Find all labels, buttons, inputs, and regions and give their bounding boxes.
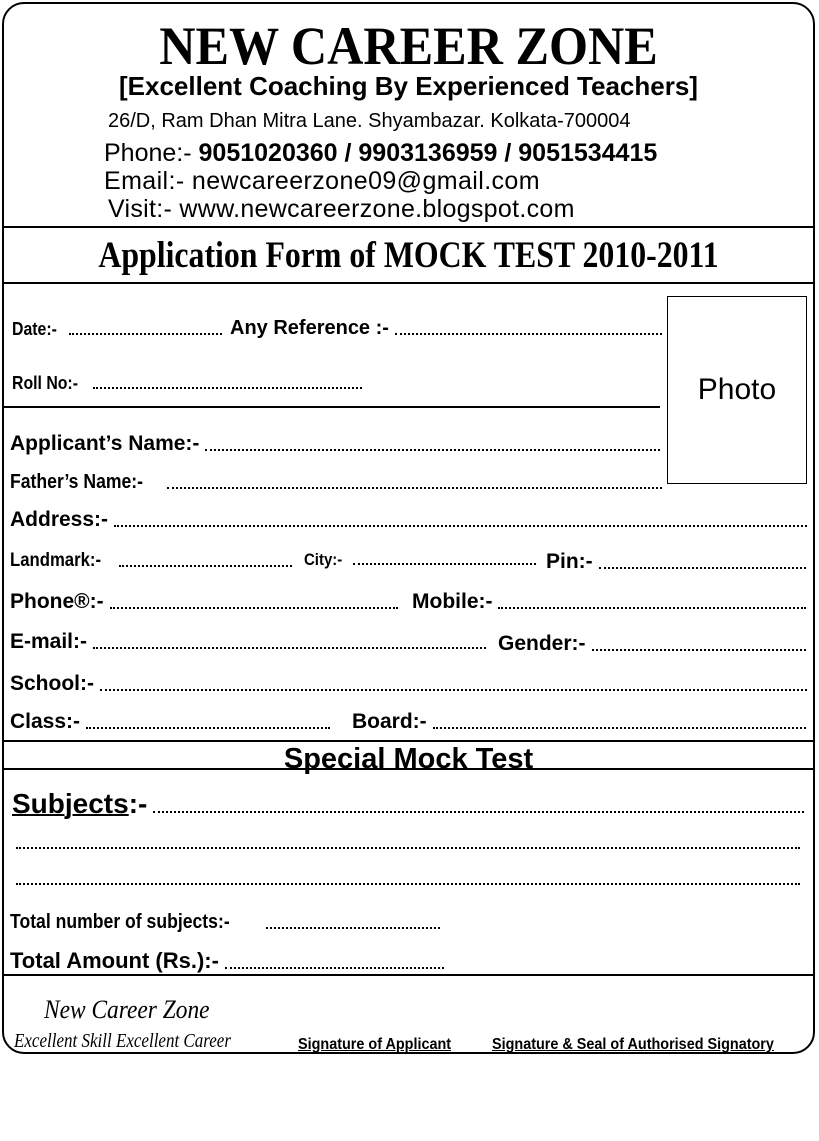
phone-r-field[interactable] xyxy=(10,586,398,614)
city-label: City:- xyxy=(304,550,343,569)
gender-input-line[interactable] xyxy=(592,649,806,651)
reference-label: Any Reference :- xyxy=(230,317,389,339)
total-amount-field[interactable] xyxy=(10,944,444,974)
subjects-label: Subjects:- xyxy=(12,788,148,819)
phone-numbers: 9051020360 / 9903136959 / 9051534415 xyxy=(198,139,658,167)
gender-field[interactable] xyxy=(498,628,806,656)
pin-field[interactable] xyxy=(546,546,806,574)
divider xyxy=(4,282,813,284)
org-email: Email:- newcareerzone09@gmail.com xyxy=(104,167,540,195)
date-field[interactable] xyxy=(12,314,222,340)
subjects-line-3[interactable] xyxy=(16,860,800,890)
school-input-line[interactable] xyxy=(100,689,807,691)
father-name-label: Father’s Name:- xyxy=(10,471,144,493)
mobile-input-line[interactable] xyxy=(498,607,806,609)
email-label: E-mail:- xyxy=(10,630,88,653)
applicant-name-field[interactable] xyxy=(10,428,660,456)
city-field[interactable] xyxy=(304,542,536,570)
board-input-line[interactable] xyxy=(433,727,806,729)
gender-label: Gender:- xyxy=(498,632,586,655)
roll-no-input-line[interactable] xyxy=(93,387,362,389)
org-website: Visit:- www.newcareerzone.blogspot.com xyxy=(108,195,575,223)
total-subjects-input-line[interactable] xyxy=(266,927,440,929)
class-input-line[interactable] xyxy=(86,727,330,729)
divider xyxy=(4,768,813,770)
applicant-signature-label: Signature of Applicant xyxy=(298,1036,452,1053)
subjects-field[interactable] xyxy=(12,784,804,820)
authorised-signature-label: Signature & Seal of Authorised Signatory xyxy=(492,1036,774,1053)
divider xyxy=(4,226,813,228)
total-subjects-label: Total number of subjects:- xyxy=(10,911,230,933)
school-label: School:- xyxy=(10,672,94,695)
org-address: 26/D, Ram Dhan Mitra Lane. Shyambazar. Kolkata-700004 xyxy=(108,110,631,132)
brand-name: New Career Zone xyxy=(44,995,210,1024)
subjects-input-line-2[interactable] xyxy=(16,847,800,849)
roll-no-field[interactable] xyxy=(12,368,362,394)
phone-label: Phone:- xyxy=(104,139,199,167)
total-subjects-field[interactable] xyxy=(10,906,440,934)
email-field[interactable] xyxy=(10,626,486,654)
city-input-line[interactable] xyxy=(353,563,536,565)
total-amount-input-line[interactable] xyxy=(225,967,444,969)
roll-no-label: Roll No:- xyxy=(12,373,78,393)
landmark-input-line[interactable] xyxy=(119,565,292,567)
pin-input-line[interactable] xyxy=(599,567,806,569)
address-input-line[interactable] xyxy=(114,525,807,527)
brand-tagline: Excellent Skill Excellent Career xyxy=(14,1030,231,1052)
address-label: Address:- xyxy=(10,508,109,531)
email-input-line[interactable] xyxy=(93,647,486,649)
applicant-name-label: Applicant’s Name:- xyxy=(10,432,200,455)
phone-r-input-line[interactable] xyxy=(110,607,398,609)
board-field[interactable] xyxy=(352,706,806,734)
applicant-name-input-line[interactable] xyxy=(205,449,660,451)
subjects-input-line[interactable] xyxy=(153,811,804,813)
reference-input-line[interactable] xyxy=(395,333,662,335)
date-input-line[interactable] xyxy=(69,333,222,335)
class-label: Class:- xyxy=(10,710,81,733)
school-field[interactable] xyxy=(10,668,807,696)
mobile-field[interactable] xyxy=(412,586,806,614)
special-mock-test-title: Special Mock Test xyxy=(283,743,534,775)
pin-label: Pin:- xyxy=(546,550,593,573)
photo-label: Photo xyxy=(697,373,777,406)
mobile-label: Mobile:- xyxy=(412,590,493,613)
landmark-label: Landmark:- xyxy=(10,550,102,571)
photo-box xyxy=(667,296,807,484)
form-title: Application Form of MOCK TEST 2010-2011 xyxy=(98,235,719,276)
divider xyxy=(4,406,660,408)
total-amount-label: Total Amount (Rs.):- xyxy=(10,948,219,973)
class-field[interactable] xyxy=(10,706,330,734)
landmark-field[interactable] xyxy=(10,544,292,572)
board-label: Board:- xyxy=(352,710,427,733)
father-name-field[interactable] xyxy=(10,466,662,494)
org-name: NEW CAREER ZONE xyxy=(159,16,658,76)
address-field[interactable] xyxy=(10,504,807,532)
divider xyxy=(4,974,813,976)
father-name-input-line[interactable] xyxy=(167,487,662,489)
application-form xyxy=(2,2,815,1054)
org-tagline: [Excellent Coaching By Experienced Teachers] xyxy=(119,71,698,101)
reference-field[interactable] xyxy=(230,312,662,340)
phone-r-label: Phone®:- xyxy=(10,590,104,613)
org-phone xyxy=(104,138,657,168)
date-label: Date:- xyxy=(12,319,57,339)
subjects-input-line-3[interactable] xyxy=(16,883,800,885)
subjects-line-2[interactable] xyxy=(16,824,800,854)
